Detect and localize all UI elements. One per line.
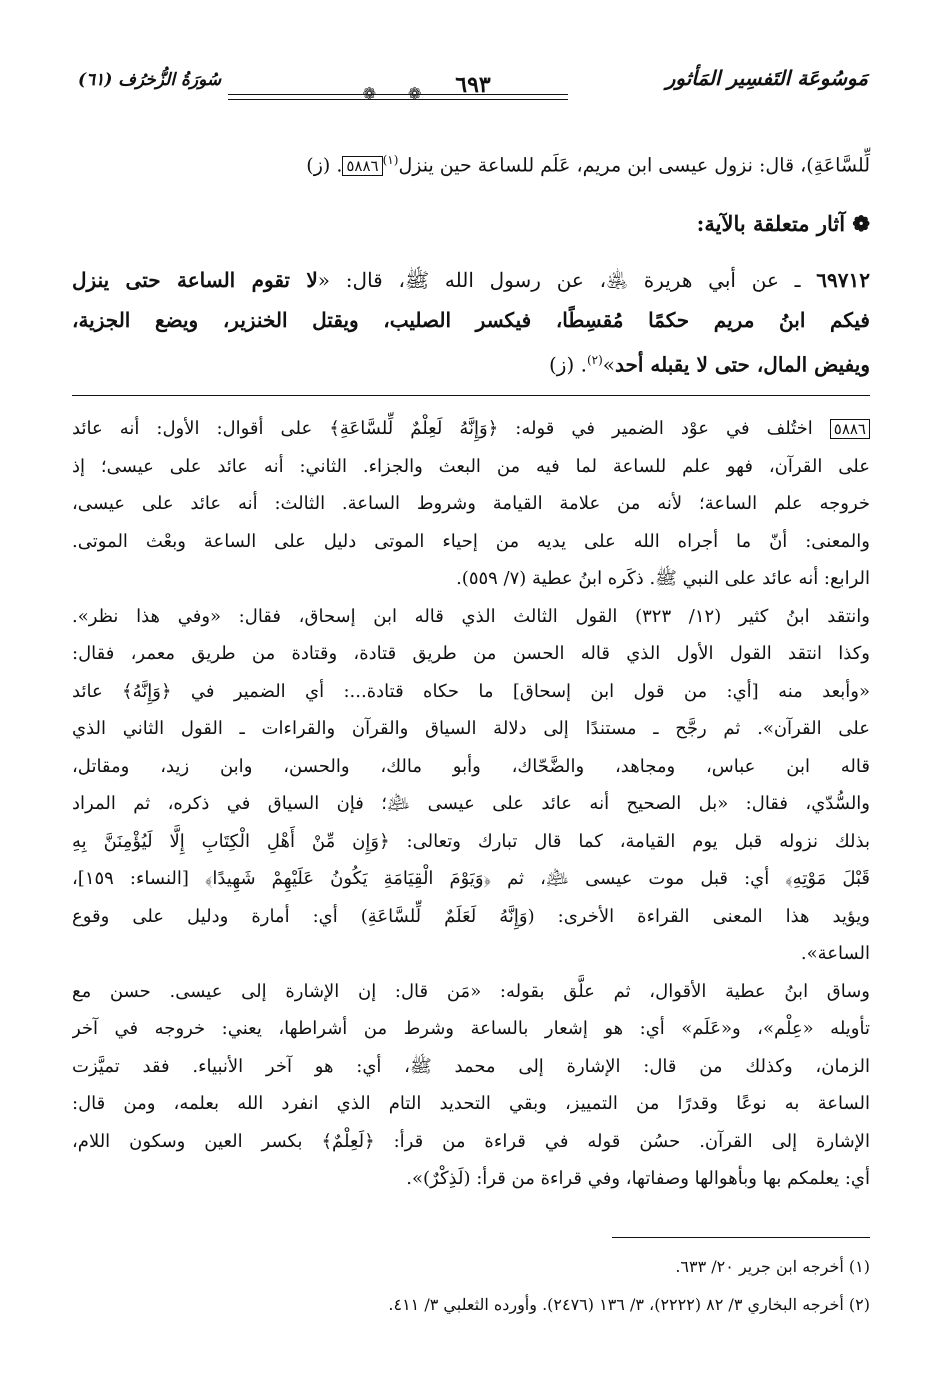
commentary-line: أي: يعلمكم بها وبأهوالها وصفاتها، وفي قراءة من قرأ: (لَذِكْرٌ)». — [406, 1168, 870, 1189]
section-heading — [697, 211, 870, 236]
footnote-item: (١) أخرجه ابن جرير ٢٠/ ٦٣٣. — [675, 1257, 870, 1276]
commentary-divider — [72, 395, 870, 396]
hadith-number: ٦٩٧١٢ — [816, 268, 871, 292]
commentary-line: الإشارة إلى القرآن. حسُن قوله في قراءة من قرأ: ﴿لَعِلْمٌ﴾ بكسر العين وسكون اللام، — [72, 1130, 870, 1152]
paragraph-text: لِّلسَّاعَةِ)، قال: نزول عيسى ابن مريم، عَلَم للساعة حين ينزل — [398, 154, 870, 177]
section-heading-text: آثار متعلقة بالآية: — [696, 211, 846, 236]
commentary-line: على القرآن، فهو علم للساعة لما فيه من البعث والجزاء. الثاني: أنه عائد على عيسى؛ إذ — [72, 455, 870, 477]
hadith-block — [72, 260, 870, 385]
source-code: . (ز) — [306, 154, 343, 177]
series-title: مَوسُوعَة التَفسِير المَأثور — [665, 66, 868, 90]
commentary-line: قاله ابن عباس، ومجاهد، والضَّحّاك، وأبو مالك، والحسن، وابن زيد، ومقاتل، — [72, 755, 870, 777]
hadith-text: ويفيض المال، حتى لا يقبله أحد — [615, 352, 870, 377]
source-code: . (ز) — [548, 352, 587, 377]
commentary-line: والسُّدّي، فقال: «بل الصحيح أنه عائد على عيسى ﵇؛ فإن السياق في ذكره، ثم المراد — [72, 793, 870, 814]
commentary-block — [72, 410, 870, 1198]
commentary-line: الزمان، وكذلك من قال: الإشارة إلى محمد ﷺ، أي: هو آخر الأنبياء. فقد تميَّزت — [72, 1055, 870, 1077]
commentary-ref-box[interactable]: ٥٨٨٦ — [342, 156, 382, 176]
commentary-line — [72, 410, 870, 448]
page-header — [78, 62, 868, 102]
page-number: ٦٩٣ — [455, 72, 491, 98]
commentary-line: قَبْلَ مَوْتِهِ﴾ أي: قبل موت عيسى ﵇، ثم ﴿وَيَوْمَ الْقِيَامَةِ يَكُونُ عَلَيْهِمْ شَهِيدًا﴾ [النساء: ١٥٩]، — [72, 868, 870, 889]
commentary-line: وساق ابنُ عطية الأقوال، ثم علَّق بقوله: «مَن قال: إن الإشارة إلى عيسى. حسن مع — [72, 980, 870, 1002]
commentary-ref-box: ٥٨٨٦ — [830, 419, 870, 439]
commentary-line: الساعة». — [800, 943, 870, 964]
footnote-marker[interactable]: (١) — [382, 153, 399, 167]
hadith-line: فيكم ابنُ مريم حكمًا مُقسِطًا، فيكسر الصليب، ويقتل الخنزير، ويضع الجزية، — [72, 308, 870, 332]
commentary-line: بذلك نزوله قبل يوم القيامة، كما قال تبارك وتعالى: ﴿وَإِن مِّنْ أَهْلِ الْكِتَابِ إِلَّا لَيُؤْمِنَنَّ بِهِ — [72, 830, 870, 852]
commentary-line: وانتقد ابنُ كثير (١٢/ ٣٢٣) القول الثالث الذي قاله ابن إسحاق، فقال: «وفي هذا نظر». — [72, 605, 870, 627]
commentary-line: الساعة به نوعًا وقدرًا من التمييز، وبقي التحديد التام الذي انفرد الله بعلمه، ومن قال: — [72, 1093, 870, 1114]
footnote-marker[interactable]: (٢) — [586, 353, 603, 367]
footnote-divider — [612, 1237, 870, 1238]
ornament-icon: ❁ — [362, 84, 376, 103]
commentary-line: والمعنى: أنّ ما أجراه الله على يديه من إحياء الموتى دليل على الساعة وبعْث الموتى. — [72, 530, 870, 552]
hadith-line — [72, 260, 870, 300]
hadith-intro: ـ عن أبي هريرة ﵁، عن رسول الله ﷺ، قال: « — [317, 268, 801, 292]
commentary-line: وكذا انتقد القول الأول الذي قاله الحسن من طريق قتادة، وقتادة من طريق معمر، فقال: — [72, 643, 870, 664]
commentary-line: «وأبعد منه [أي: من قول ابن إسحاق] ما حكاه قتادة...: أي الضمير في ﴿وَإِنَّهُ﴾ عائد — [72, 680, 870, 702]
commentary-line: ويؤيد هذا المعنى القراءة الأخرى: (وَإِنَّهُ لَعَلَمٌ لِّلسَّاعَةِ) أي: أمارة ودليل على وقوع — [72, 905, 870, 927]
hadith-text: لا تقوم الساعة حتى ينزل — [72, 268, 318, 292]
paragraph-continuation — [72, 142, 870, 184]
footnotes — [72, 1248, 870, 1324]
header-rule-left — [228, 94, 408, 100]
surah-label: سُورَةُ الزُّخرُف (٦١) — [78, 70, 222, 90]
footnote-item: (٢) أخرجه البخاري ٣/ ٨٢ (٢٢٢٢)، ٣/ ١٣٦ (٢٤٧٦). وأورده الثعلبي ٣/ ٤١١. — [388, 1295, 870, 1314]
commentary-line: على القرآن». ثم رجَّح ـ مستندًا إلى دلالة السياق والقرآن والقراءات ـ القول الثاني الذي — [72, 718, 870, 739]
ornament-icon: ❁ — [408, 84, 422, 103]
commentary-line: تأويله «عِلْم»، و«عَلَم» أي: هو إشعار بالساعة وشرط من أشراطها، يعني: خروجه في آخر — [72, 1018, 870, 1039]
flower-icon: ❁ — [852, 211, 870, 236]
commentary-line: خروجه علم الساعة؛ لأنه من علامة القيامة وشروط الساعة. الثالث: أنه عائد على عيسى، — [72, 493, 870, 514]
commentary-line: الرابع: أنه عائد على النبي ﷺ. ذكَره ابنُ عطية (٧/ ٥٥٩). — [456, 568, 870, 589]
commentary-text: اختُلف في عوْد الضمير في قوله: ﴿وَإِنَّهُ لَعِلْمٌ لِّلسَّاعَةِ﴾ على أقوال: الأول: أنه عائد — [72, 418, 813, 439]
hadith-line — [72, 340, 870, 385]
hadith-close: » — [602, 352, 616, 377]
